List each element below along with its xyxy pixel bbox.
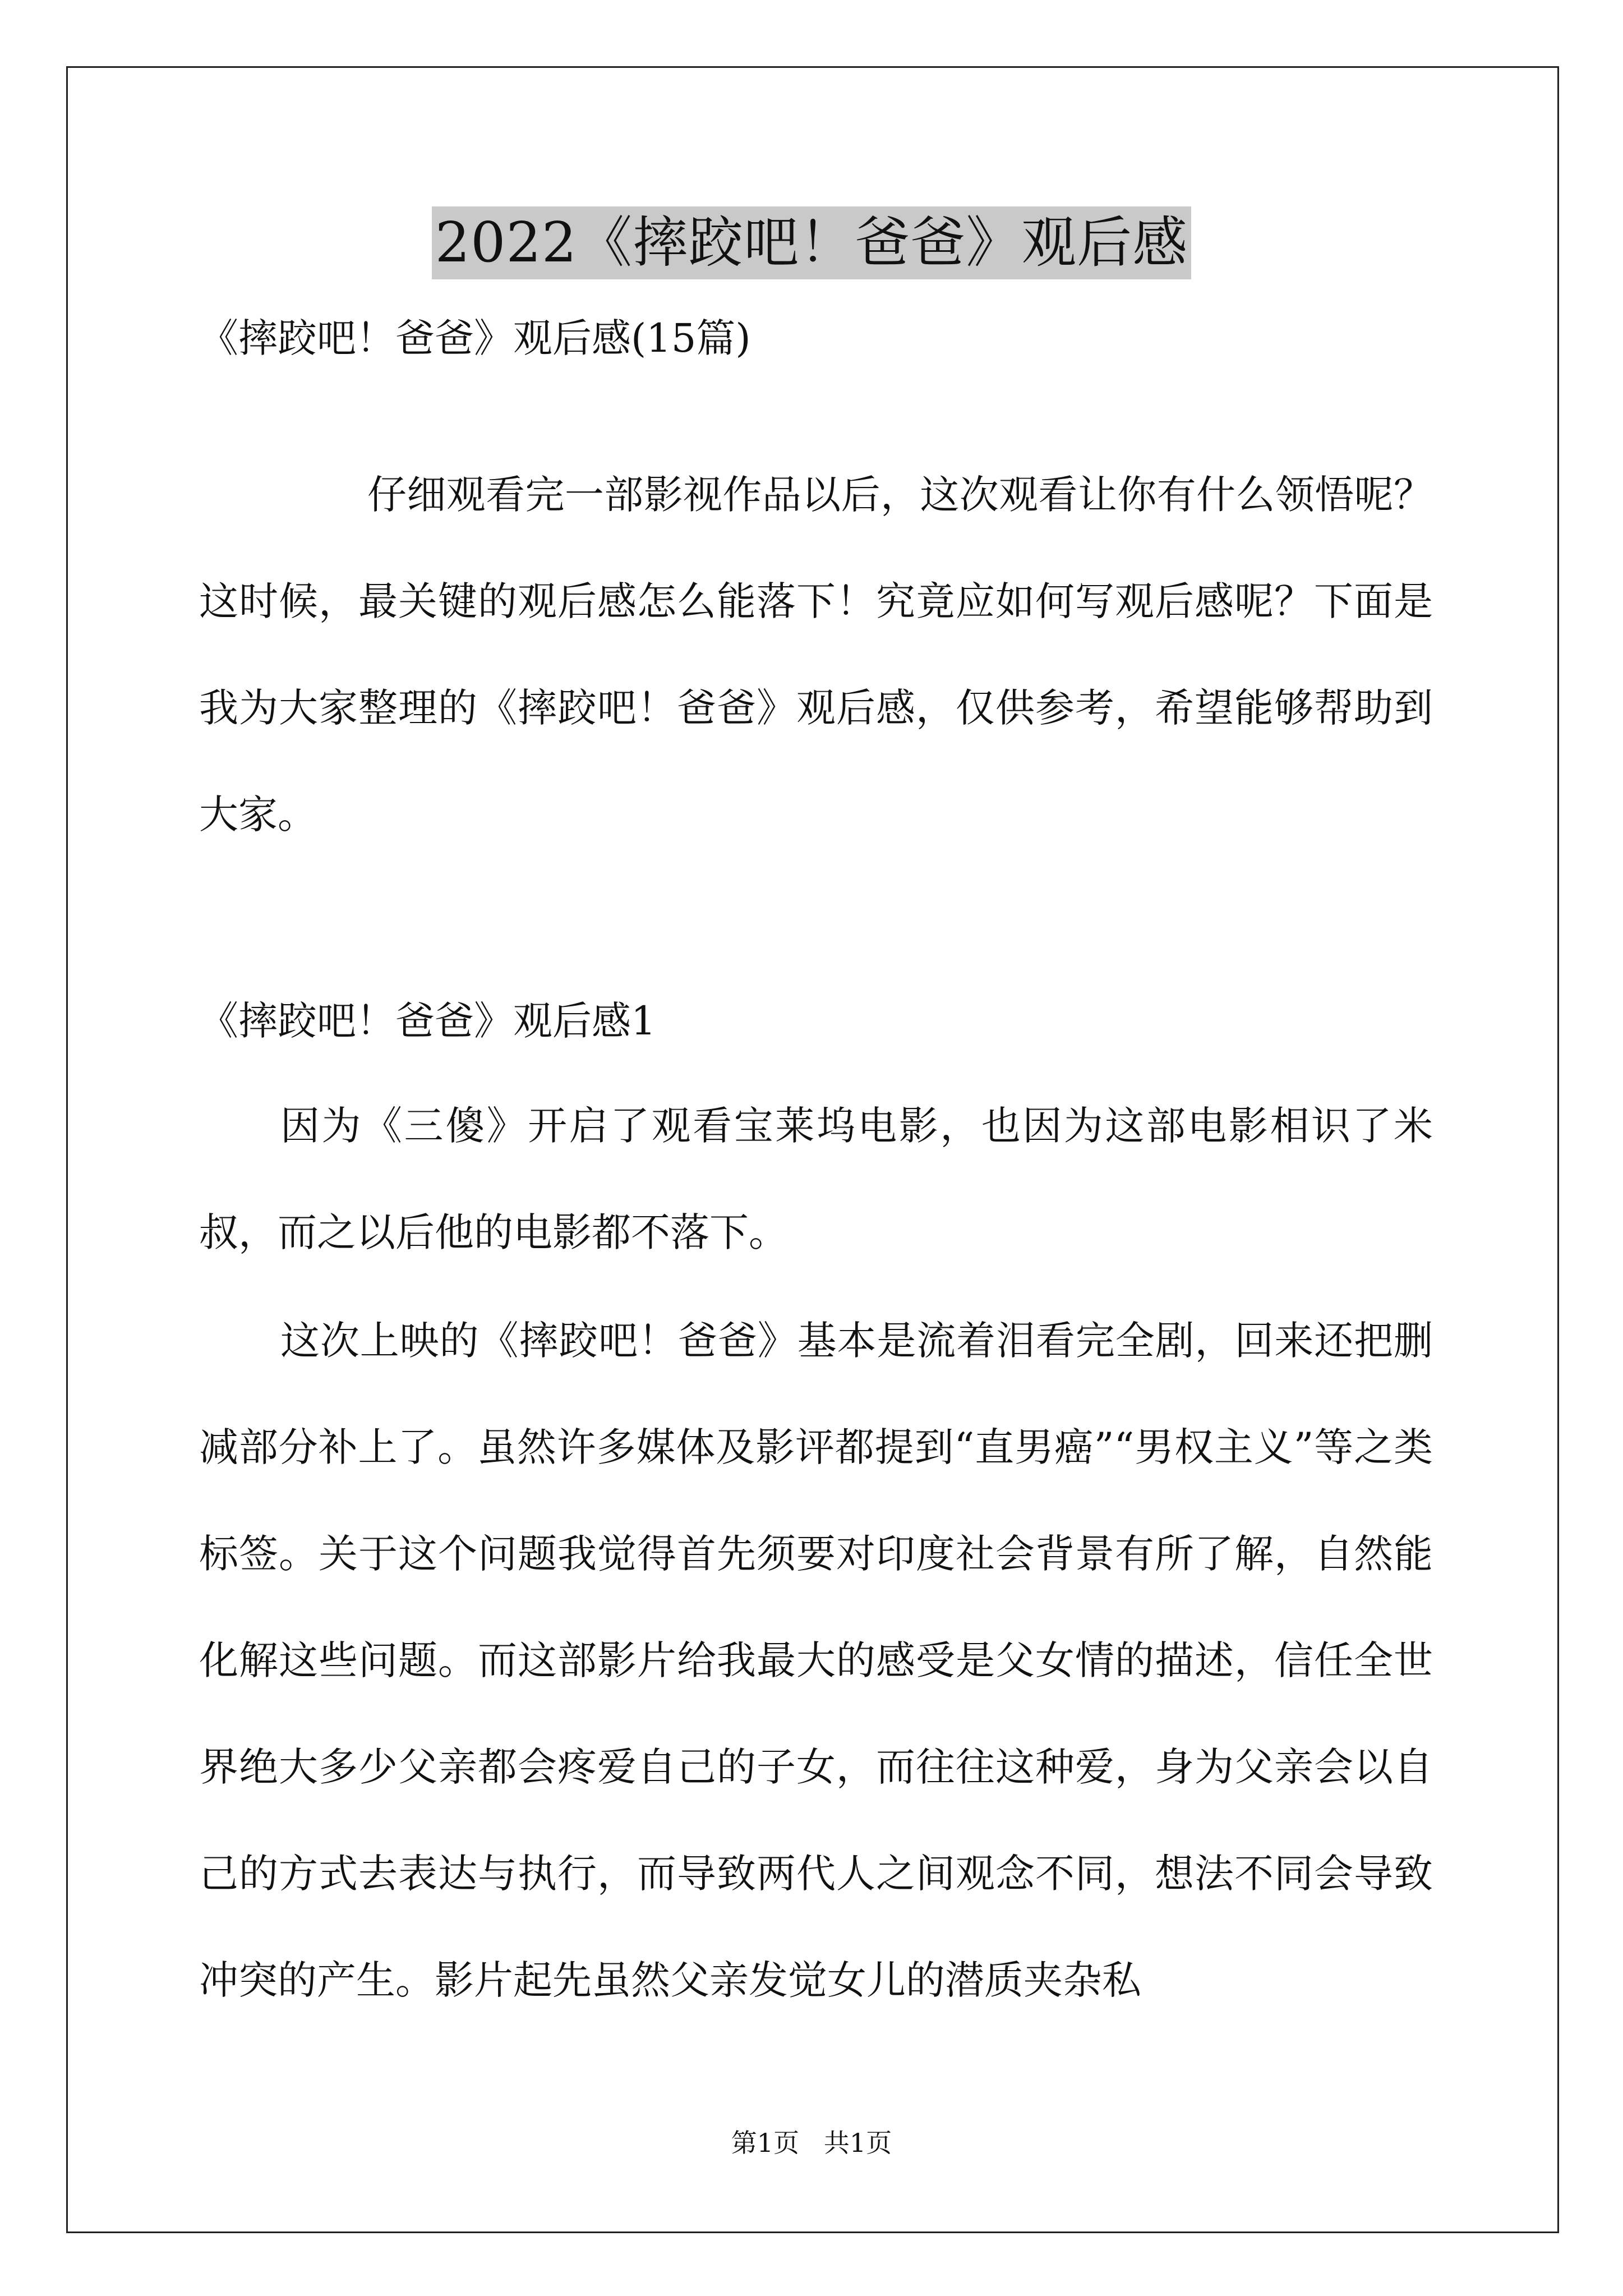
body-paragraph-2: 这次上映的《摔跤吧！爸爸》基本是流着泪看完全剧，回来还把删减部分补上了。虽然许多媒体及影评都提到“直男癌”“男权主义”等之类标签。关于这个问题我觉得首先须要对印度社会背景有所了解，自然能化解这些问题。而这部影片给我最大的感受是父女情的描述，信任全世界绝大多少父亲都会疼爱自己的子女，而往往这种爱，身为父亲会以自己的方式去表达与执行，而导致两代人之间观念不同，想法不同会导致冲突的产生。影片起先虽然父亲发觉女儿的潜质夹杂私 (199, 1318, 1433, 2003)
body-paragraph-1: 因为《三傻》开启了观看宝莱坞电影，也因为这部电影相识了米叔，而之以后他的电影都不落下。 (199, 1103, 1433, 1255)
page-number-footer: 第1页 共1页 (731, 2128, 892, 2158)
intro-paragraph: 仔细观看完一部影视作品以后，这次观看让你有什么领悟呢？这时候，最关键的观后感怎么能落下！究竟应如何写观后感呢？下面是我为大家整理的《摔跤吧！爸爸》观后感，仅供参考，希望能够帮助到大家。 (199, 472, 1433, 838)
title-container (0, 206, 1623, 279)
document-subtitle: 《摔跤吧！爸爸》观后感(15篇) (199, 315, 751, 361)
section-heading: 《摔跤吧！爸爸》观后感1 (199, 998, 656, 1044)
document-title: 2022《摔跤吧！爸爸》观后感 (432, 206, 1191, 279)
